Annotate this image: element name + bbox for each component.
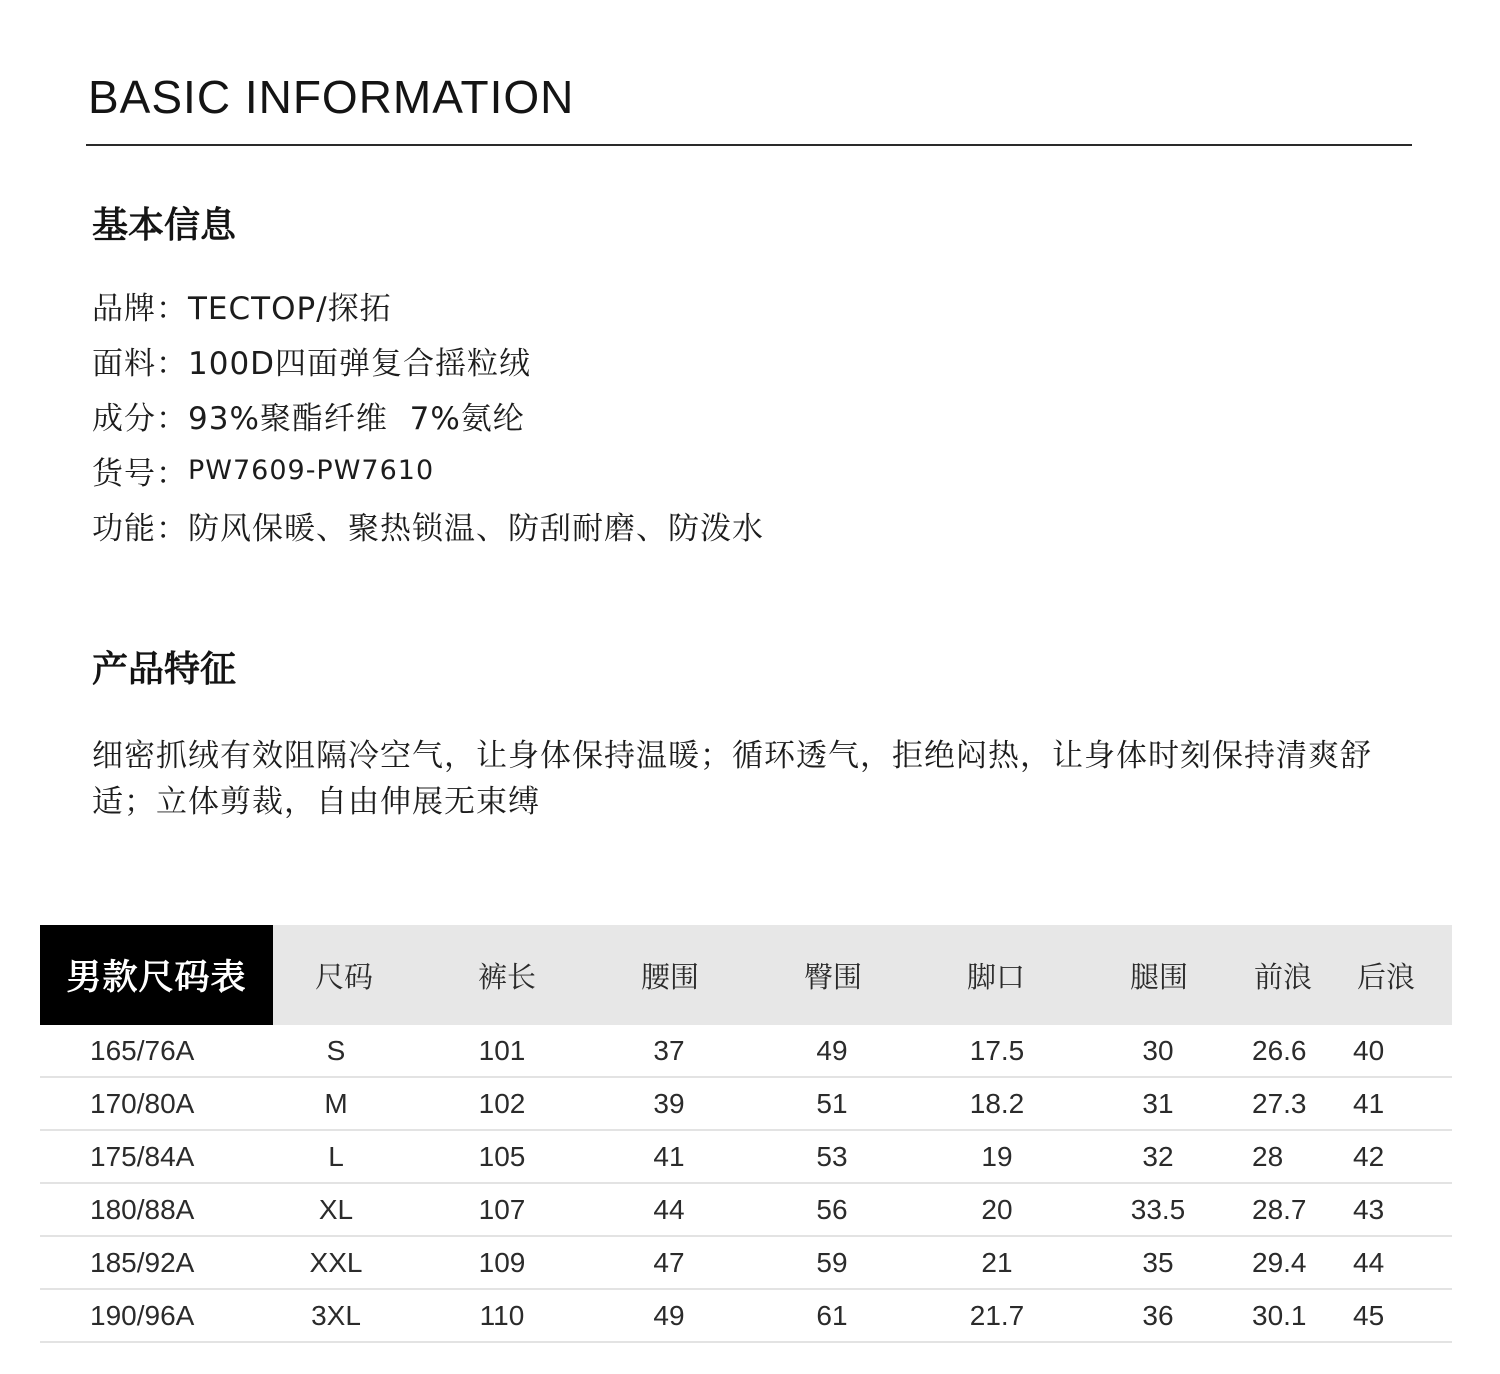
info-value: 100D四面弹复合摇粒绒 bbox=[188, 346, 532, 382]
spec-cell: 180/88A bbox=[90, 1193, 195, 1225]
waist-cell: 41 bbox=[653, 1140, 685, 1172]
table-row bbox=[40, 1290, 1452, 1343]
size-cell: L bbox=[328, 1140, 344, 1172]
hip-cell: 61 bbox=[816, 1299, 848, 1331]
spec-cell: 170/80A bbox=[90, 1087, 195, 1119]
column-header: 前浪 bbox=[1253, 959, 1313, 994]
hip-cell: 53 bbox=[816, 1140, 848, 1172]
table-row bbox=[40, 1025, 1452, 1078]
spec-cell: 185/92A bbox=[90, 1246, 195, 1278]
info-row-item-number bbox=[92, 443, 764, 498]
column-header: 后浪 bbox=[1356, 959, 1416, 994]
waist-cell: 37 bbox=[653, 1034, 685, 1066]
hem-cell: 20 bbox=[981, 1193, 1013, 1225]
column-header: 尺码 bbox=[314, 959, 374, 994]
hem-cell: 18.2 bbox=[969, 1087, 1025, 1119]
table-row bbox=[40, 1078, 1452, 1131]
spec-cell: 165/76A bbox=[90, 1034, 195, 1066]
back-rise-cell: 44 bbox=[1353, 1246, 1385, 1278]
size-cell: XXL bbox=[309, 1246, 363, 1278]
column-header: 腿围 bbox=[1129, 959, 1189, 994]
basic-info-list bbox=[92, 278, 764, 553]
page-title: BASIC INFORMATION bbox=[88, 71, 575, 123]
info-label: 货号： bbox=[92, 456, 188, 492]
length-cell: 107 bbox=[478, 1193, 526, 1225]
column-header: 脚口 bbox=[966, 959, 1026, 994]
hip-cell: 56 bbox=[816, 1193, 848, 1225]
front-rise-cell: 28 bbox=[1252, 1140, 1284, 1172]
waist-cell: 47 bbox=[653, 1246, 685, 1278]
thigh-cell: 33.5 bbox=[1130, 1193, 1186, 1225]
basic-info-heading: 基本信息 bbox=[92, 205, 237, 246]
hip-cell: 59 bbox=[816, 1246, 848, 1278]
hem-cell: 19 bbox=[981, 1140, 1013, 1172]
back-rise-cell: 41 bbox=[1353, 1087, 1385, 1119]
thigh-cell: 35 bbox=[1142, 1246, 1174, 1278]
waist-cell: 39 bbox=[653, 1087, 685, 1119]
length-cell: 102 bbox=[478, 1087, 526, 1119]
size-chart-badge: 男款尺码表 bbox=[40, 925, 273, 1025]
table-row bbox=[40, 1131, 1452, 1184]
table-body bbox=[40, 1025, 1452, 1343]
column-header: 裤长 bbox=[477, 959, 537, 994]
info-label: 成分： bbox=[92, 401, 188, 437]
size-cell: 3XL bbox=[311, 1299, 361, 1331]
info-value: 93%聚酯纤维 7%氨纶 bbox=[188, 401, 525, 437]
thigh-cell: 31 bbox=[1142, 1087, 1174, 1119]
info-label: 功能： bbox=[92, 511, 188, 547]
length-cell: 110 bbox=[479, 1299, 525, 1331]
front-rise-cell: 29.4 bbox=[1252, 1246, 1307, 1278]
info-value: TECTOP/探拓 bbox=[188, 291, 392, 327]
back-rise-cell: 45 bbox=[1353, 1299, 1385, 1331]
size-cell: M bbox=[324, 1087, 348, 1119]
features-heading: 产品特征 bbox=[92, 649, 237, 690]
table-row bbox=[40, 1184, 1452, 1237]
thigh-cell: 32 bbox=[1142, 1140, 1174, 1172]
info-row-function bbox=[92, 498, 764, 553]
length-cell: 101 bbox=[478, 1034, 526, 1066]
back-rise-cell: 40 bbox=[1353, 1034, 1385, 1066]
spec-cell: 175/84A bbox=[90, 1140, 195, 1172]
length-cell: 109 bbox=[478, 1246, 526, 1278]
size-chart-table bbox=[40, 925, 1452, 1343]
info-row-brand bbox=[92, 278, 764, 333]
thigh-cell: 30 bbox=[1142, 1034, 1174, 1066]
hem-cell: 21.7 bbox=[969, 1299, 1025, 1331]
back-rise-cell: 42 bbox=[1353, 1140, 1385, 1172]
hem-cell: 17.5 bbox=[969, 1034, 1025, 1066]
size-cell: S bbox=[326, 1034, 346, 1066]
info-row-composition bbox=[92, 388, 764, 443]
back-rise-cell: 43 bbox=[1353, 1193, 1385, 1225]
hem-cell: 21 bbox=[981, 1246, 1013, 1278]
hip-cell: 49 bbox=[816, 1034, 848, 1066]
info-label: 品牌： bbox=[92, 291, 188, 327]
waist-cell: 44 bbox=[653, 1193, 685, 1225]
table-header-row bbox=[40, 925, 1452, 1025]
hip-cell: 51 bbox=[816, 1087, 848, 1119]
front-rise-cell: 28.7 bbox=[1252, 1193, 1307, 1225]
front-rise-cell: 26.6 bbox=[1252, 1034, 1307, 1066]
table-row bbox=[40, 1237, 1452, 1290]
title-divider bbox=[86, 144, 1412, 146]
front-rise-cell: 30.1 bbox=[1252, 1299, 1307, 1331]
info-value: PW7609-PW7610 bbox=[188, 455, 435, 486]
thigh-cell: 36 bbox=[1142, 1299, 1174, 1331]
waist-cell: 49 bbox=[653, 1299, 685, 1331]
column-header: 腰围 bbox=[640, 959, 700, 994]
front-rise-cell: 27.3 bbox=[1252, 1087, 1307, 1119]
spec-cell: 190/96A bbox=[90, 1299, 195, 1331]
column-header: 臀围 bbox=[803, 959, 863, 994]
info-row-fabric bbox=[92, 333, 764, 388]
length-cell: 105 bbox=[478, 1140, 526, 1172]
info-value: 防风保暖、聚热锁温、防刮耐磨、防泼水 bbox=[188, 511, 764, 547]
features-description: 细密抓绒有效阻隔冷空气，让身体保持温暖；循环透气，拒绝闷热，让身体时刻保持清爽舒适；立体剪裁，自由伸展无束缚 bbox=[92, 738, 1372, 820]
size-cell: XL bbox=[318, 1193, 354, 1225]
info-label: 面料： bbox=[92, 346, 188, 382]
